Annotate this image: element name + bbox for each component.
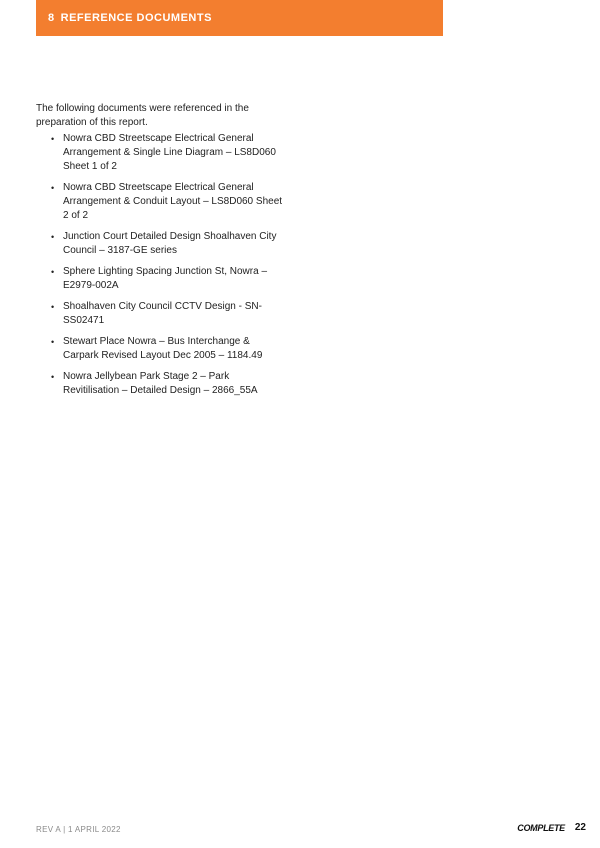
reference-text: Nowra CBD Streetscape Electrical General Arrangement & Conduit Layout – LS8D060 Sheet 2 of 2 — [63, 182, 283, 221]
bullet-icon: • — [51, 183, 55, 193]
reference-list — [36, 132, 286, 398]
section-title: REFERENCE DOCUMENTS — [60, 12, 212, 24]
reference-text: Shoalhaven City Council CCTV Design - SN-SS02471 — [63, 301, 262, 326]
brand-logo: COMPLETE — [517, 822, 565, 833]
list-item — [36, 181, 286, 223]
page-number: 22 — [574, 822, 586, 833]
bullet-icon: • — [51, 302, 55, 312]
list-item — [36, 230, 286, 258]
footer-brand-area — [517, 822, 586, 833]
bullet-icon: • — [51, 372, 55, 382]
list-item — [36, 335, 286, 363]
section-header-bar — [36, 0, 443, 36]
footer-revision: REV A | 1 APRIL 2022 — [36, 825, 121, 834]
bullet-icon: • — [51, 267, 55, 277]
section-number: 8 — [48, 12, 55, 24]
document-body — [36, 102, 286, 405]
list-item — [36, 300, 286, 328]
bullet-icon: • — [51, 134, 55, 144]
list-item — [36, 132, 286, 174]
bullet-icon: • — [51, 337, 55, 347]
intro-paragraph: The following documents were referenced in the preparation of this report. — [36, 103, 249, 128]
reference-text: Sphere Lighting Spacing Junction St, Nowra – E2979-002A — [63, 266, 268, 291]
reference-text: Stewart Place Nowra – Bus Interchange & Carpark Revised Layout Dec 2005 – 1184.49 — [63, 336, 263, 361]
bullet-icon: • — [51, 232, 55, 242]
reference-text: Nowra CBD Streetscape Electrical General Arrangement & Single Line Diagram – LS8D060 Sheet 1 of 2 — [63, 133, 276, 172]
reference-text: Junction Court Detailed Design Shoalhaven City Council – 3187-GE series — [63, 231, 277, 256]
reference-text: Nowra Jellybean Park Stage 2 – Park Revitilisation – Detailed Design – 2866_55A — [63, 371, 258, 396]
list-item — [36, 370, 286, 398]
list-item — [36, 265, 286, 293]
